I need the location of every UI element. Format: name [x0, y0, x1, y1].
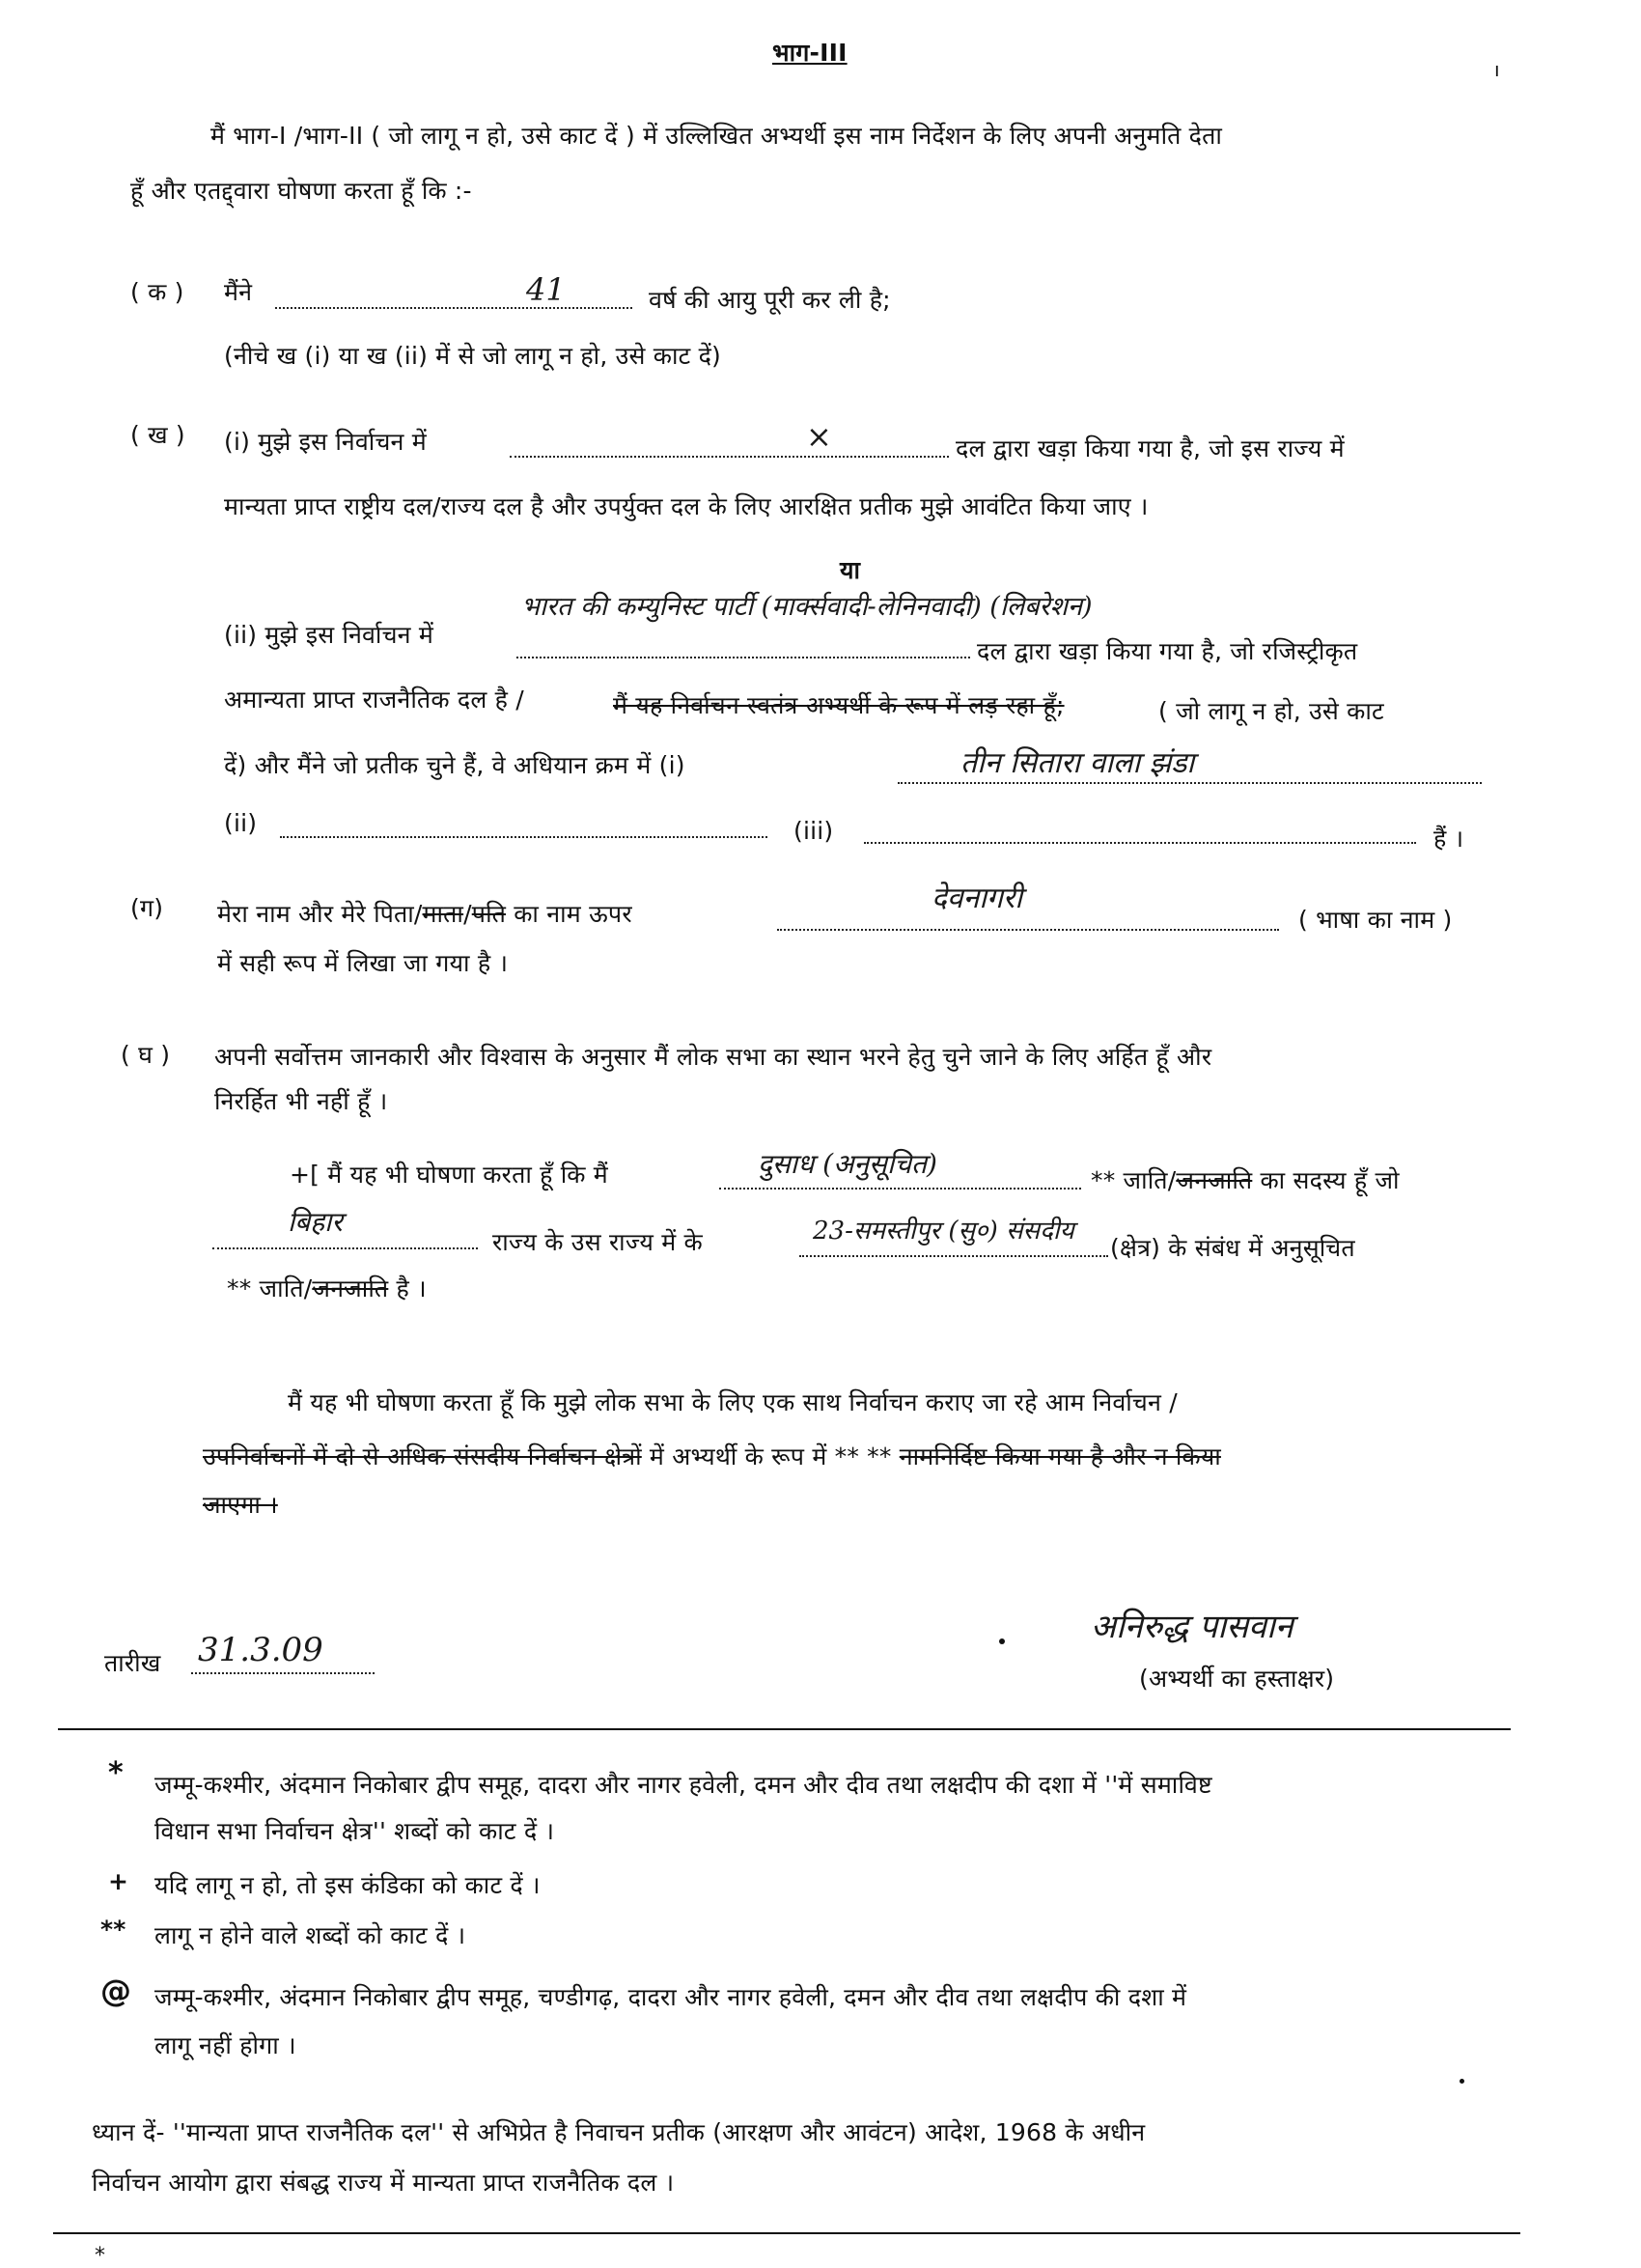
kh-ii-line2a: अमान्यता प्राप्त राजनैतिक दल है /	[224, 686, 524, 714]
footnote-4-mark: @	[100, 1973, 132, 2009]
footnote-4-line2: लागू नहीं होगा ।	[154, 2031, 296, 2059]
page-title: भाग-III	[772, 39, 848, 67]
age-field[interactable]: 41	[526, 271, 566, 308]
kh-ii-line2-struck: मैं यह निर्वाचन स्वतंत्र अभ्यर्थी के रूप में लड़ रहा हूँ;	[613, 691, 1065, 719]
gh-line5-a: ** जाति/	[227, 1274, 313, 1302]
g-line1-pre: मेरा नाम और मेरे पिता/	[217, 900, 423, 928]
divider-top	[58, 1728, 1511, 1730]
footnote-2-mark: +	[108, 1867, 129, 1895]
k-post: वर्ष की आयु पूरी कर ली है;	[649, 286, 891, 314]
corner-mark: ı	[1494, 58, 1500, 81]
gh-line5-struck: जनजाति	[312, 1274, 389, 1302]
caste-post-struck: जनजाति	[1176, 1166, 1253, 1194]
margin-dot	[1460, 2079, 1464, 2084]
date-field[interactable]: 31.3.09	[198, 1631, 323, 1669]
sym-iii-label: (iii)	[793, 817, 834, 845]
caste-pre: +[ मैं यह भी घोषणा करता हूँ कि मैं	[290, 1161, 608, 1189]
signature: अनिरुद्ध पासवान	[1091, 1608, 1293, 1646]
kh-ii-line2b: ( जो लागू न हो, उसे काट	[1158, 697, 1384, 725]
area-field[interactable]: 23-समस्तीपुर (सु०) संसदीय	[813, 1217, 1074, 1246]
state-post: (क्षेत्र) के संबंध में अनुसूचित	[1110, 1234, 1355, 1262]
caste-field-line	[719, 1188, 1081, 1190]
symbol-1-field[interactable]: तीन सितारा वाला झंडा	[960, 746, 1195, 780]
footnote-1-line1: जम्मू-कश्मीर, अंदमान निकोबार द्वीप समूह, दादरा और नागर हवेली, दमन और दीव तथा लक्षदीप की दशा में ''में समाविष्ट	[154, 1771, 1212, 1799]
footnote-3-mark: **	[100, 1916, 126, 1944]
k-label: ( क )	[130, 278, 184, 306]
g-label: (ग)	[130, 894, 164, 922]
footnote-4-line1: जम्मू-कश्मीर, अंदमान निकोबार द्वीप समूह, चण्डीगढ़, दादरा और नागर हवेली, दमन और दीव तथा लक्षदीप की दशा में	[154, 1983, 1187, 2011]
symbol-2-line	[280, 836, 767, 838]
state-field[interactable]: बिहार	[288, 1206, 343, 1238]
caste-post-a: ** जाति/	[1091, 1166, 1177, 1194]
party-ii-field-line	[516, 657, 970, 658]
gh-label: ( घ )	[121, 1041, 171, 1069]
decl-line2-struck2: नामनिर्दिष्ट किया गया है और न किया	[899, 1442, 1221, 1470]
signature-dot	[999, 1638, 1005, 1644]
g-line1	[217, 902, 632, 926]
language-field-line	[777, 929, 1279, 931]
signature-caption: (अभ्यर्थी का हस्ताक्षर)	[1139, 1665, 1335, 1693]
kh-i-pre: (i) मुझे इस निर्वाचन में	[224, 428, 427, 456]
gh-line1: अपनी सर्वोत्तम जानकारी और विश्वास के अनुसार मैं लोक सभा का स्थान भरने हेतु चुने जाने के लिए अर्हित हूँ और	[214, 1043, 1212, 1071]
decl-line3: जाएगा ।	[203, 1491, 278, 1519]
date-label: तारीख	[104, 1649, 161, 1677]
party-i-field-line	[510, 456, 949, 458]
divider-bottom	[53, 2232, 1520, 2234]
date-field-line	[191, 1672, 375, 1674]
state-mid: राज्य के उस राज्य में के	[492, 1228, 703, 1256]
footnote-1-line2: विधान सभा निर्वाचन क्षेत्र'' शब्दों को काट दें ।	[154, 1817, 555, 1845]
g-line1-end: ( भाषा का नाम )	[1298, 906, 1453, 934]
state-field-line	[212, 1247, 478, 1249]
decl-line2-mid: में अभ्यर्थी के रूप में ** **	[649, 1442, 892, 1470]
sym-end: हैं ।	[1433, 825, 1464, 853]
g-line1-struck: माता	[422, 900, 464, 928]
g-line1-struck2: पति	[471, 900, 507, 928]
sym-ii-label: (ii)	[224, 809, 258, 837]
footnote-1-mark: *	[108, 1756, 124, 1790]
area-field-line	[799, 1255, 1108, 1257]
decl-line2-struck: उपनिर्वाचनों में दो से अधिक संसदीय निर्वाचन क्षेत्रों	[203, 1442, 642, 1470]
decl-line1: मैं यह भी घोषणा करता हूँ कि मुझे लोक सभा के लिए एक साथ निर्वाचन कराए जा रहे आम निर्वाचन /	[288, 1388, 1178, 1416]
caste-post	[1091, 1168, 1400, 1192]
note-line1: ध्यान दें- ''मान्यता प्राप्त राजनैतिक दल'' से अभिप्रेत है निवाचन प्रतीक (आरक्षण और आवंटन) आदेश, 1968 के अधीन	[92, 2118, 1146, 2146]
kh-ii-line3: दें) और मैंने जो प्रतीक चुने हैं, वे अधियान क्रम में (i)	[224, 751, 685, 779]
caste-post-b: का सदस्य हूँ जो	[1260, 1166, 1400, 1194]
kh-ii-post: दल द्वारा खड़ा किया गया है, जो रजिस्ट्रीकृत	[977, 637, 1358, 665]
footnote-2-line1: यदि लागू न हो, तो इस कंडिका को काट दें ।	[154, 1871, 541, 1899]
footnote-3-line1: लागू न होने वाले शब्दों को काट दें ।	[154, 1921, 466, 1949]
party-ii-field[interactable]: भारत की कम्युनिस्ट पार्टी (मार्क्सवादी-लेनिनवादी) (लिबरेशन)	[521, 592, 1093, 622]
g-line2: में सही रूप में लिखा जा गया है ।	[217, 949, 509, 977]
g-line1-post: का नाम ऊपर	[514, 900, 632, 928]
symbol-3-line	[864, 842, 1416, 844]
k-note: (नीचे ख (i) या ख (ii) में से जो लागू न हो, उसे काट दें)	[224, 342, 722, 370]
kh-i-post: दल द्वारा खड़ा किया गया है, जो इस राज्य में	[956, 434, 1345, 462]
decl-line2	[203, 1444, 1221, 1469]
bottom-mark: *	[95, 2244, 106, 2268]
party-i-field[interactable]: ×	[806, 418, 832, 455]
gh-line5	[227, 1276, 427, 1301]
intro-line-1: मैं भाग-I /भाग-II ( जो लागू न हो, उसे काट दें ) में उल्लिखित अभ्यर्थी इस नाम निर्देशन के लिए अपनी अनुमति देता	[210, 122, 1223, 150]
gh-line5-b: है ।	[396, 1274, 427, 1302]
note-line2: निर्वाचन आयोग द्वारा संबद्ध राज्य में मान्यता प्राप्त राजनैतिक दल ।	[92, 2169, 675, 2197]
caste-field[interactable]: दुसाध (अनुसूचित)	[758, 1148, 937, 1180]
age-field-line	[275, 307, 632, 309]
g-line1-mid: /	[463, 900, 472, 928]
intro-line-2: हूँ और एतद्द्वारा घोषणा करता हूँ कि :-	[130, 177, 472, 205]
kh-ii-pre: (ii) मुझे इस निर्वाचन में	[224, 621, 434, 649]
gh-line2: निरर्हित भी नहीं हूँ ।	[214, 1087, 388, 1115]
k-pre: मैंने	[224, 278, 253, 306]
language-field[interactable]: देवनागरी	[932, 882, 1022, 915]
kh-i-line2: मान्यता प्राप्त राष्ट्रीय दल/राज्य दल है और उपर्युक्त दल के लिए आरक्षित प्रतीक मुझे आवंटित किया जाए ।	[224, 492, 1149, 520]
symbol-1-line	[898, 782, 1482, 784]
or-label: या	[840, 556, 861, 584]
kh-label: ( ख )	[130, 421, 185, 449]
